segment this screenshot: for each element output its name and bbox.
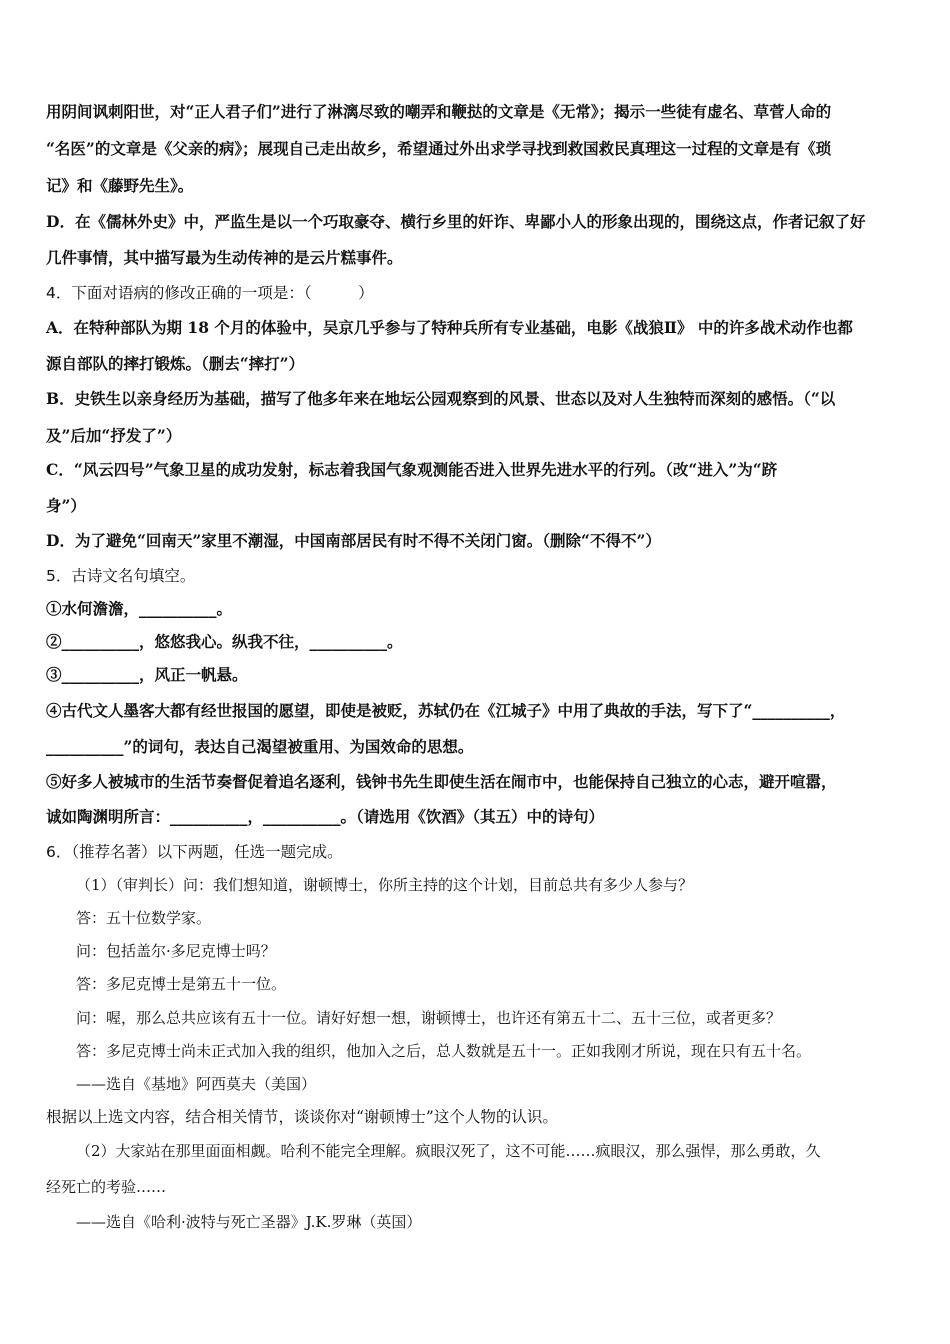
fill-blank-1: ①水何澹澹，__________。 [46,599,233,618]
text-line: 记》和《藤野先生》。 [46,176,194,195]
text-line: 源自部队的摔打锻炼。（删去“摔打”） [46,354,305,373]
passage-line: 经死亡的考验…… [46,1178,167,1196]
option-d-line: D．在《儒林外史》中，严监生是以一个巧取豪夺、横行乡里的奸诈、卑鄙小人的形象出现的，围绕这点，作者记叙了好 [46,212,866,231]
dialogue-line: 答：多尼克博士是第五十一位。 [76,975,287,993]
passage-line: （2）大家站在那里面面相觑。哈利不能完全理解。疯眼汉死了，这不可能……疯眼汉，那么强悍，那么勇敢，久 [76,1142,821,1160]
question-5-title: 5．古诗文名句填空。 [46,567,196,585]
source-citation: ——选自《哈利·波特与死亡圣器》J.K.罗琳（英国） [76,1213,422,1231]
dialogue-line: （1）（审判长）问：我们想知道，谢顿博士，你所主持的这个计划，目前总共有多少人参与？ [76,876,694,894]
option-a-line: A．在特种部队为期 18 个月的体验中，吴京几乎参与了特种兵所有专业基础，电影《战狼Ⅱ》 中的许多战术动作也都 [46,318,853,337]
text-line: 身”） [46,496,86,515]
fill-blank-2: ②__________，悠悠我心。纵我不往，__________。 [46,632,403,651]
question-4-title: 4．下面对语病的修改正确的一项是：（ ） [46,284,374,302]
option-c-line: C．“风云四号”气象卫星的成功发射，标志着我国气象观测能否进入世界先进水平的行列。（改“进入”为“跻 [46,460,778,479]
option-b-line: B．史铁生以亲身经历为基础，描写了他多年来在地坛公园观察到的风景、世态以及对人生独特而深刻的感悟。（“以 [46,389,836,408]
dialogue-line: 答：多尼克博士尚未正式加入我的组织，他加入之后，总人数就是五十一。正如我刚才所说，现在只有五十名。 [76,1042,812,1060]
text-line: 诚如陶渊明所言：__________，__________。（请选用《饮酒》（其五）中的诗句） [46,807,605,826]
text-line: “名医”的文章是《父亲的病》；展现自己走出故乡，希望通过外出求学寻找到救国救民真理这一过程的文章是有《琐 [46,139,832,158]
text-line: __________”的词句，表达自己渴望被重用、为国效命的思想。 [46,737,474,756]
text-line: 及”后加“抒发了”） [46,426,182,445]
dialogue-line: 问：包括盖尔·多尼克博士吗？ [76,942,276,960]
fill-blank-3: ③__________，风正一帆悬。 [46,665,248,684]
question-6-title: 6．（推荐名著）以下两题，任选一题完成。 [46,843,343,861]
text-line: 用阴间讽刺阳世，对“正人君子们”进行了淋漓尽致的嘲弄和鞭挞的文章是《无常》；揭示一些徒有虚名、草菅人命的 [46,102,832,121]
prompt-line: 根据以上选文内容，结合相关情节，谈谈你对“谢顿博士”这个人物的认识。 [46,1108,558,1126]
dialogue-line: 答：五十位数学家。 [76,909,212,927]
fill-blank-4: ④古代文人墨客大都有经世报国的愿望，即使是被贬，苏轼仍在《江城子》中用了典故的手法，写下了“__________， [46,701,846,720]
fill-blank-5: ⑤好多人被城市的生活节奏督促着追名逐利，钱钟书先生即使生活在闹市中，也能保持自己独立的心志，避开喧嚣， [46,772,837,791]
text-line: 几件事情，其中描写最为生动传神的是云片糕事件。 [46,248,403,267]
option-d-line: D．为了避免“回南天”家里不潮湿，中国南部居民有时不得不关闭门窗。（删除“不得不”） [46,531,661,550]
dialogue-line: 问：喔，那么总共应该有五十一位。请好好想一想，谢顿博士，也许还有第五十二、五十三位，或者更多？ [76,1009,782,1027]
source-citation: ——选自《基地》阿西莫夫（美国） [76,1075,317,1093]
